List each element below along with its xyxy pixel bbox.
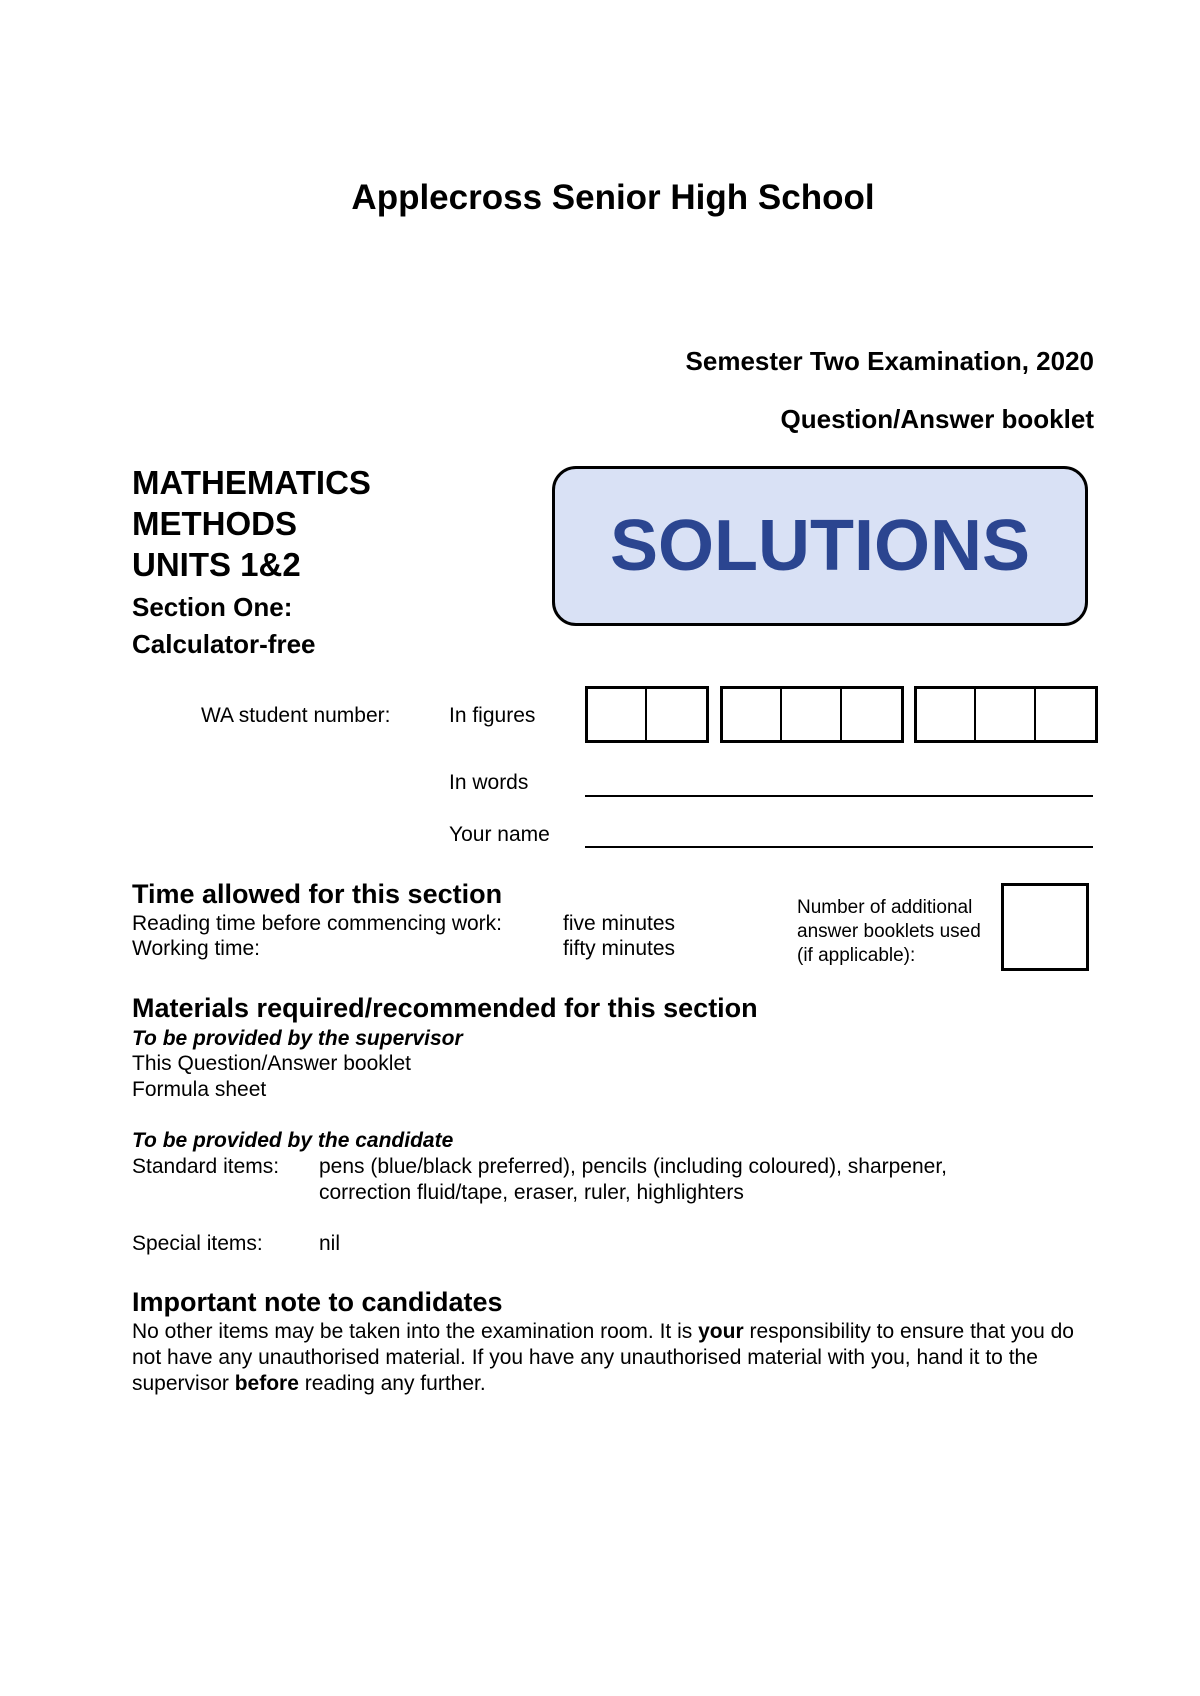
exam-title: Semester Two Examination, 2020 <box>685 346 1094 376</box>
student-number-group-2[interactable] <box>720 686 904 743</box>
subject-line-3: UNITS 1&2 <box>132 546 301 583</box>
supervisor-item-formula: Formula sheet <box>132 1078 267 1101</box>
student-number-group-3[interactable] <box>914 686 1098 743</box>
working-time-value: fifty minutes <box>563 937 676 960</box>
digit-box[interactable] <box>782 689 841 740</box>
standard-items-line-2: correction fluid/tape, eraser, ruler, highlighters <box>319 1181 744 1204</box>
digit-box[interactable] <box>723 689 782 740</box>
supervisor-heading: To be provided by the supervisor <box>132 1027 463 1050</box>
supervisor-item-booklet: This Question/Answer booklet <box>132 1052 411 1075</box>
in-words-label: In words <box>449 771 529 794</box>
note-emphasis-before: before <box>234 1372 299 1395</box>
your-name-label: Your name <box>449 823 550 846</box>
subject-line-1: MATHEMATICS <box>132 464 371 501</box>
in-figures-label: In figures <box>449 704 536 727</box>
solutions-banner <box>552 466 1088 626</box>
student-number-group-1[interactable] <box>585 686 709 743</box>
digit-box[interactable] <box>1036 689 1095 740</box>
wa-student-number-label: WA student number: <box>201 704 391 727</box>
digit-box[interactable] <box>842 689 901 740</box>
reading-time-label: Reading time before commencing work: <box>132 912 503 935</box>
school-name: Applecross Senior High School <box>351 178 875 217</box>
digit-box[interactable] <box>647 689 706 740</box>
note-text-part: reading any further. <box>298 1372 486 1395</box>
booklet-type: Question/Answer booklet <box>780 404 1094 434</box>
your-name-field[interactable] <box>585 846 1093 848</box>
time-allowed-heading: Time allowed for this section <box>132 879 503 909</box>
section-name: Calculator-free <box>132 629 316 659</box>
additional-booklets-label-2: answer booklets used <box>797 921 981 942</box>
important-note-text <box>132 1319 1092 1397</box>
digit-box[interactable] <box>588 689 647 740</box>
additional-booklets-label-3: (if applicable): <box>797 945 916 966</box>
reading-time-value: five minutes <box>563 912 676 935</box>
subject-line-2: METHODS <box>132 505 297 542</box>
note-text-part: No other items may be taken into the examination room. It is <box>132 1320 699 1343</box>
digit-box[interactable] <box>917 689 976 740</box>
working-time-label: Working time: <box>132 937 260 960</box>
section-number: Section One: <box>132 592 293 622</box>
materials-heading: Materials required/recommended for this section <box>132 993 758 1023</box>
in-words-field[interactable] <box>585 795 1093 797</box>
solutions-label: SOLUTIONS <box>609 506 1030 586</box>
standard-items-label: Standard items: <box>132 1155 280 1178</box>
special-items-value: nil <box>319 1232 341 1255</box>
important-note-heading: Important note to candidates <box>132 1287 503 1317</box>
standard-items-line-1: pens (blue/black preferred), pencils (including coloured), sharpener, <box>319 1155 948 1178</box>
digit-box[interactable] <box>976 689 1035 740</box>
note-text-part: responsibility to ensure that you do not have any unauthorised material. If you have any unauthorised material with you, hand it to the supervisor <box>132 1320 1074 1395</box>
candidate-heading: To be provided by the candidate <box>132 1129 454 1152</box>
note-emphasis-your: your <box>698 1320 744 1343</box>
additional-booklets-box[interactable] <box>1001 883 1089 971</box>
additional-booklets-label-1: Number of additional <box>797 897 973 918</box>
special-items-label: Special items: <box>132 1232 263 1255</box>
